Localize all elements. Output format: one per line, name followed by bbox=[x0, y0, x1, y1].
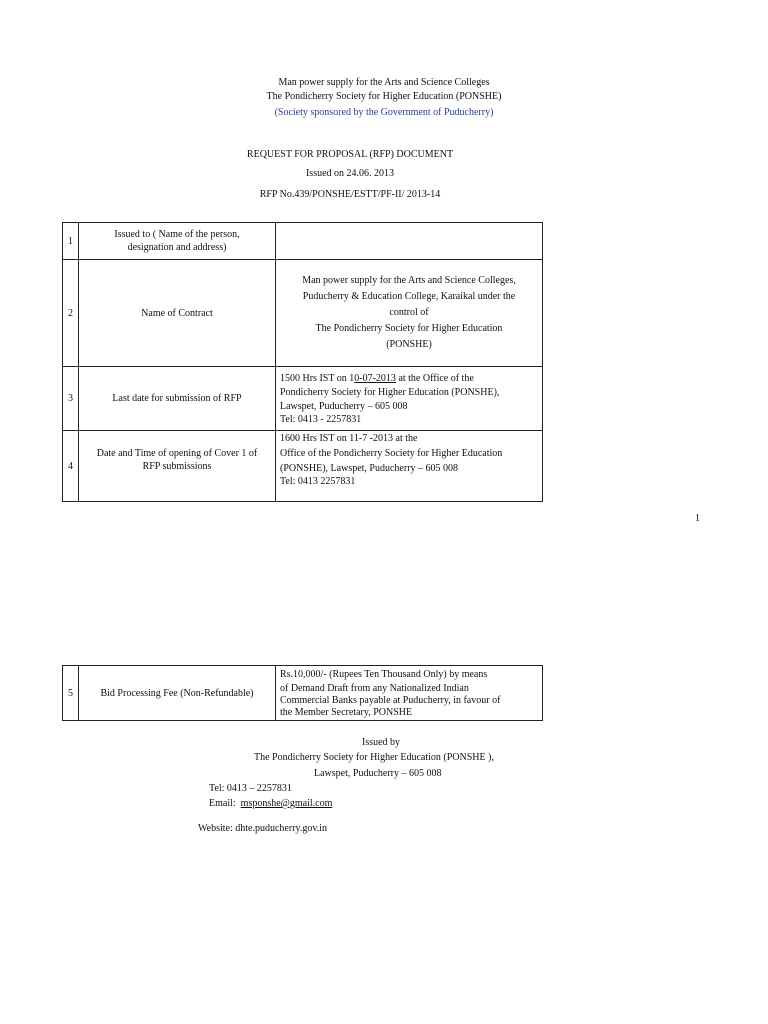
issued-on: Issued on 24.06. 2013 bbox=[305, 168, 395, 179]
row-value bbox=[276, 431, 543, 502]
row-value-line: Rs.10,000/- (Rupees Ten Thousand Only) by means bbox=[280, 669, 488, 680]
row-number: 3 bbox=[63, 367, 79, 431]
contact-email-row bbox=[209, 798, 332, 809]
issuing-org: The Pondicherry Society for Higher Education (PONSHE ), bbox=[254, 752, 494, 763]
website: Website: dhte.puducherry.gov.in bbox=[198, 823, 327, 834]
row-label: Last date for submission of RFP bbox=[79, 367, 276, 431]
email-link[interactable]: msponshe@gmail.com bbox=[240, 798, 333, 809]
contact-tel: Tel: 0413 – 2257831 bbox=[209, 783, 292, 794]
row-value-line: Office of the Pondicherry Society for Higher Education bbox=[280, 448, 503, 459]
row-value bbox=[276, 666, 543, 721]
row-label-line: designation and address) bbox=[127, 242, 227, 253]
table-row bbox=[63, 367, 543, 431]
row-value-line: control of bbox=[389, 307, 429, 318]
row-value-line: 1600 Hrs IST on 11-7 -2013 at the bbox=[280, 433, 418, 444]
row-value-line: Tel: 0413 - 2257831 bbox=[280, 414, 362, 425]
row-label-line: Date and Time of opening of Cover 1 of bbox=[96, 448, 258, 459]
row-value-line: Man power supply for the Arts and Science Colleges, bbox=[302, 275, 516, 286]
rfp-details-table bbox=[62, 222, 543, 502]
row-number: 4 bbox=[63, 431, 79, 502]
row-value-line: Commercial Banks payable at Puducherry, in favour of bbox=[280, 695, 501, 706]
row-value-line: Pondicherry Society for Higher Education (PONSHE), bbox=[280, 387, 500, 398]
issuing-address: Lawspet, Puducherry – 605 008 bbox=[314, 768, 442, 779]
row-label-line: RFP submissions bbox=[142, 461, 212, 472]
row-label: Name of Contract bbox=[79, 260, 276, 367]
row-label: Bid Processing Fee (Non-Refundable) bbox=[79, 666, 276, 721]
row-number: 5 bbox=[63, 666, 79, 721]
row-value-line: (PONSHE), Lawspet, Puducherry – 605 008 bbox=[280, 463, 459, 474]
row-label bbox=[79, 431, 276, 502]
doc-title: REQUEST FOR PROPOSAL (RFP) DOCUMENT bbox=[246, 149, 454, 160]
row-value-line: 1500 Hrs IST on 10-07-2013 at the Office of the bbox=[280, 373, 474, 384]
row-value-line: (PONSHE) bbox=[386, 339, 432, 350]
header-line1: Man power supply for the Arts and Science Colleges bbox=[278, 77, 490, 88]
table-row bbox=[63, 666, 543, 721]
rfp-number: RFP No.439/PONSHE/ESTT/PF-II/ 2013-14 bbox=[259, 189, 441, 200]
row-value-line: Tel: 0413 2257831 bbox=[280, 476, 356, 487]
row-number: 1 bbox=[63, 223, 79, 260]
email-label: Email: bbox=[209, 798, 241, 809]
row-value-line: The Pondicherry Society for Higher Education bbox=[315, 323, 503, 334]
table-row bbox=[63, 260, 543, 367]
row-label-line: Issued to ( Name of the person, bbox=[114, 229, 240, 240]
issued-by: Issued by bbox=[362, 737, 401, 748]
header-line2: The Pondicherry Society for Higher Education (PONSHE) bbox=[266, 91, 502, 102]
header-line3: (Society sponsored by the Government of Puducherry) bbox=[274, 107, 494, 118]
table-row bbox=[63, 431, 543, 502]
row-value-line: Lawspet, Puducherry – 605 008 bbox=[280, 401, 408, 412]
row-value bbox=[276, 223, 543, 260]
row-value bbox=[276, 260, 543, 367]
page-number: 1 bbox=[695, 513, 700, 524]
row-value-line: the Member Secretary, PONSHE bbox=[280, 707, 413, 718]
row-value-line: Puducherry & Education College, Karaikal under the bbox=[302, 291, 516, 302]
bid-fee-table bbox=[62, 665, 543, 721]
row-number: 2 bbox=[63, 260, 79, 367]
row-value-line: of Demand Draft from any Nationalized Indian bbox=[280, 683, 469, 694]
row-label bbox=[79, 223, 276, 260]
row-value bbox=[276, 367, 543, 431]
table-row bbox=[63, 223, 543, 260]
